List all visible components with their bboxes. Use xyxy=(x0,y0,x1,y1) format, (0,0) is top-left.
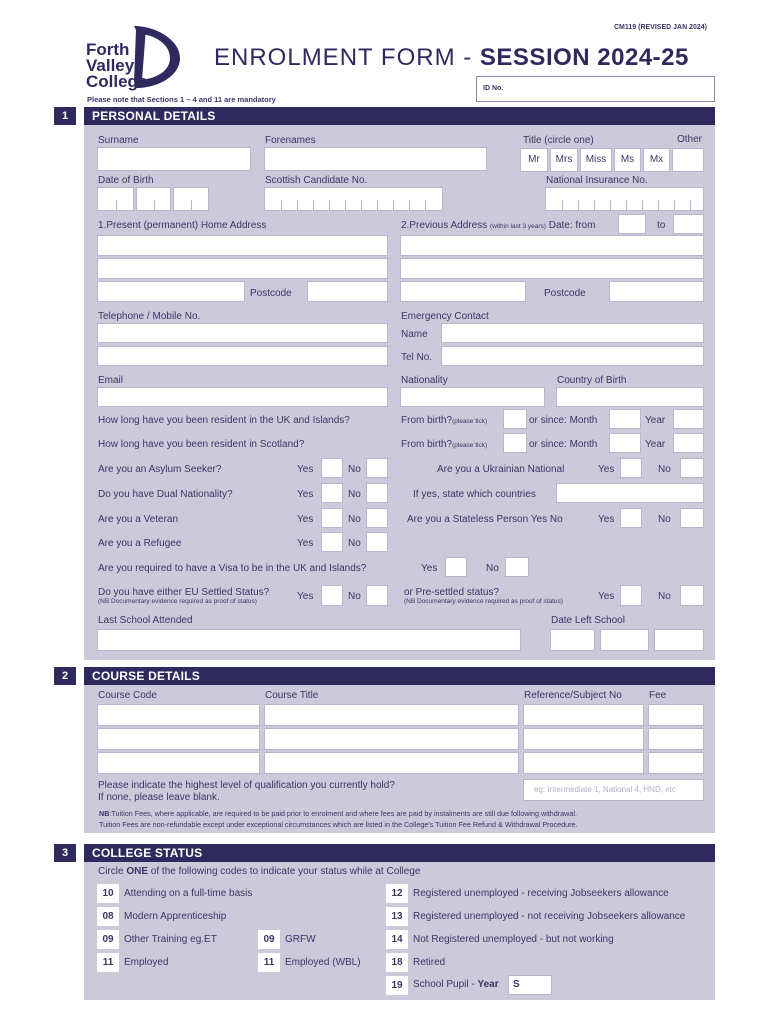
telephone-label: Telephone / Mobile No. xyxy=(98,311,201,322)
logo-line-2: Valley xyxy=(86,56,135,75)
dob-label: Date of Birth xyxy=(98,175,154,186)
title-mx-label: Mx xyxy=(649,154,664,165)
logo-line-3: College xyxy=(86,72,148,91)
home-address-label: 1.Present (permanent) Home Address xyxy=(98,220,267,231)
forenames-label: Forenames xyxy=(265,135,316,146)
forenames-field[interactable] xyxy=(264,147,487,171)
status-label-12: Registered unemployed - receiving Jobseekers allowance xyxy=(413,888,669,899)
resident-uk-birth-label xyxy=(401,415,487,426)
eu-settled-no-label: No xyxy=(348,591,361,602)
which-countries-field[interactable] xyxy=(556,483,704,503)
telephone-field-1[interactable] xyxy=(97,323,388,343)
resident-uk-month-field[interactable] xyxy=(609,409,641,429)
tuition-note-1-text: :Tuition Fees, where applicable, are required to be paid prior to enrolment and where fees are paid by instalments are still due following withdrawal. xyxy=(109,809,577,818)
fee-field-3[interactable] xyxy=(648,752,704,774)
asylum-label: Are you an Asylum Seeker? xyxy=(98,464,222,475)
resident-scot-birth-tick[interactable] xyxy=(503,433,527,453)
logo-line-1: Forth xyxy=(86,40,130,59)
dob-year-field[interactable] xyxy=(173,187,209,211)
reference-field-3[interactable] xyxy=(523,752,644,774)
status-code-19[interactable]: 19 xyxy=(386,976,408,995)
prev-address-note: (within last 3 years) xyxy=(489,223,546,230)
ukrainian-label: Are you a Ukrainian National xyxy=(437,464,565,475)
home-address-line-3[interactable] xyxy=(97,281,245,302)
resident-scot-label: How long have you been resident in Scotland? xyxy=(98,439,305,450)
visa-label: Are you required to have a Visa to be in the UK and Islands? xyxy=(98,563,367,574)
home-address-line-2[interactable] xyxy=(97,258,388,279)
resident-scot-please-tick: (please tick) xyxy=(452,442,488,449)
eu-settled-yes-box[interactable] xyxy=(321,585,343,606)
country-birth-field[interactable] xyxy=(556,387,704,407)
last-school-field[interactable] xyxy=(97,629,521,651)
emergency-label: Emergency Contact xyxy=(401,311,489,322)
course-title-field-2[interactable] xyxy=(264,728,519,750)
school-pupil-year-value: S xyxy=(513,979,520,990)
school-pupil-year-field[interactable] xyxy=(508,975,552,995)
course-title-field-1[interactable] xyxy=(264,704,519,726)
visa-yes-label: Yes xyxy=(421,563,438,574)
page-title-bold: SESSION 2024-25 xyxy=(479,44,689,71)
email-label: Email xyxy=(98,375,124,386)
resident-uk-year-field[interactable] xyxy=(673,409,704,429)
stateless-yes-label: Yes xyxy=(598,514,615,525)
dob-month-field[interactable] xyxy=(136,187,171,211)
telephone-field-2[interactable] xyxy=(97,346,388,366)
status-label-11-wbl: Employed (WBL) xyxy=(285,957,361,968)
course-code-field-3[interactable] xyxy=(97,752,260,774)
date-left-label: Date Left School xyxy=(551,615,625,626)
title-ms-label: Ms xyxy=(620,154,635,165)
nin-label: National Insurance No. xyxy=(546,175,648,186)
surname-field[interactable] xyxy=(97,147,251,171)
reference-field-2[interactable] xyxy=(523,728,644,750)
pre-settled-yes-label: Yes xyxy=(598,591,615,602)
nationality-label: Nationality xyxy=(401,375,448,386)
status-code-08[interactable]: 08 xyxy=(97,907,119,926)
email-field[interactable] xyxy=(97,387,388,407)
status-code-10[interactable]: 10 xyxy=(97,884,119,903)
status-label-19-year: Year xyxy=(477,979,499,990)
veteran-yes-label: Yes xyxy=(297,514,314,525)
nin-field[interactable] xyxy=(545,187,704,211)
section-2-title: COURSE DETAILS xyxy=(84,667,715,685)
stateless-no-box[interactable] xyxy=(680,508,704,528)
qualification-question: Please indicate the highest level of qualification you currently hold? xyxy=(98,780,395,791)
visa-no-box[interactable] xyxy=(505,557,529,577)
status-label-08: Modern Apprenticeship xyxy=(124,911,227,922)
nationality-field[interactable] xyxy=(400,387,545,407)
last-school-label: Last School Attended xyxy=(98,615,193,626)
status-label-19-text: School Pupil - xyxy=(413,979,478,990)
reference-label: Reference/Subject No xyxy=(524,690,622,701)
refugee-no-label: No xyxy=(348,538,361,549)
status-label-09-grfw: GRFW xyxy=(285,934,316,945)
section-2-number: 2 xyxy=(54,667,76,685)
ukrainian-yes-label: Yes xyxy=(598,464,615,475)
resident-uk-year-label: Year xyxy=(645,415,666,426)
veteran-no-label: No xyxy=(348,514,361,525)
status-code-12[interactable]: 12 xyxy=(386,884,408,903)
course-code-field-1[interactable] xyxy=(97,704,260,726)
emergency-tel-field[interactable] xyxy=(441,346,704,366)
title-mrs[interactable] xyxy=(550,148,578,172)
dual-no-box[interactable] xyxy=(366,483,388,503)
status-label-09-training: Other Training eg.ET xyxy=(124,934,217,945)
status-instruction xyxy=(98,866,420,877)
resident-uk-since-label: or since: Month xyxy=(529,415,598,426)
home-postcode-label: Postcode xyxy=(250,288,292,299)
scn-field[interactable] xyxy=(264,187,443,211)
tuition-note-nb: NB xyxy=(99,809,110,818)
id-number-field[interactable] xyxy=(476,76,715,102)
date-left-year[interactable] xyxy=(654,629,704,651)
course-code-label: Course Code xyxy=(98,690,157,701)
prev-address-line-2[interactable] xyxy=(400,258,704,279)
resident-uk-from-birth: From birth? xyxy=(401,415,453,426)
title-other-field[interactable] xyxy=(672,148,704,172)
qualification-placeholder: eg: Intermediate 1, National 4, HND, etc xyxy=(534,785,676,794)
stateless-label: Are you a Stateless Person Yes No xyxy=(407,514,563,525)
prev-address-line-1[interactable] xyxy=(400,235,704,256)
stateless-no-label: No xyxy=(658,514,671,525)
title-mr[interactable] xyxy=(520,148,548,172)
page-title xyxy=(214,44,689,72)
home-address-line-1[interactable] xyxy=(97,235,388,256)
pre-settled-no-label: No xyxy=(658,591,671,602)
reference-field-1[interactable] xyxy=(523,704,644,726)
title-miss-label: Miss xyxy=(585,154,607,165)
refugee-yes-box[interactable] xyxy=(321,532,343,552)
status-instruction-bold: ONE xyxy=(126,866,149,877)
pre-settled-nb: (NB Documentary evidence required as proof of status) xyxy=(404,598,563,605)
status-code-14[interactable]: 14 xyxy=(386,930,408,949)
section-1-title: PERSONAL DETAILS xyxy=(84,107,715,125)
tuition-note-1 xyxy=(99,809,577,818)
mandatory-note: Please note that Sections 1 – 4 and 11 are mandatory xyxy=(87,95,276,104)
prev-postcode-field[interactable] xyxy=(609,281,704,302)
status-code-18[interactable]: 18 xyxy=(386,953,408,972)
section-3-number: 3 xyxy=(54,844,76,862)
pre-settled-no-box[interactable] xyxy=(680,585,704,606)
status-code-11-employed[interactable]: 11 xyxy=(97,953,119,972)
resident-scot-since-label: or since: Month xyxy=(529,439,598,450)
status-instruction-pre: Circle xyxy=(98,866,127,877)
country-birth-label: Country of Birth xyxy=(557,375,627,386)
title-label: Title (circle one) xyxy=(523,135,594,146)
dual-no-label: No xyxy=(348,489,361,500)
resident-uk-label: How long have you been resident in the UK and Islands? xyxy=(98,415,350,426)
resident-scot-year-label: Year xyxy=(645,439,666,450)
ukrainian-no-label: No xyxy=(658,464,671,475)
resident-scot-year-field[interactable] xyxy=(673,433,704,453)
form-code: CM119 (REVISED JAN 2024) xyxy=(614,24,707,31)
fee-field-1[interactable] xyxy=(648,704,704,726)
visa-yes-box[interactable] xyxy=(445,557,467,577)
date-from-label: Date: from xyxy=(548,220,596,231)
course-code-field-2[interactable] xyxy=(97,728,260,750)
qualification-note: If none, please leave blank. xyxy=(98,792,220,803)
pre-settled-label: or Pre-settled status? xyxy=(404,587,500,598)
fee-label: Fee xyxy=(649,690,667,701)
emergency-tel-label: Tel No. xyxy=(401,352,433,363)
home-postcode-field[interactable] xyxy=(307,281,388,302)
stateless-yes-box[interactable] xyxy=(620,508,642,528)
status-label-18: Retired xyxy=(413,957,446,968)
title-mx[interactable] xyxy=(643,148,670,172)
status-code-09-training[interactable]: 09 xyxy=(97,930,119,949)
title-other-label: Other xyxy=(677,134,703,145)
resident-scot-month-field[interactable] xyxy=(609,433,641,453)
dob-day-field[interactable] xyxy=(97,187,134,211)
status-label-13: Registered unemployed - not receiving Jobseekers allowance xyxy=(413,911,686,922)
status-label-11-employed: Employed xyxy=(124,957,169,968)
asylum-yes-box[interactable] xyxy=(321,458,343,478)
resident-uk-birth-tick[interactable] xyxy=(503,409,527,429)
tuition-note-2: Tuition Fees are non-refundable except under exceptional circumstances which are listed in the College's Tuition Fee Refund & Withdrawal Procedure. xyxy=(99,820,578,829)
asylum-no-label: No xyxy=(348,464,361,475)
resident-scot-birth-label xyxy=(401,439,487,450)
ukrainian-yes-box[interactable] xyxy=(620,458,642,478)
veteran-no-box[interactable] xyxy=(366,508,388,528)
veteran-label: Are you a Veteran xyxy=(98,514,179,525)
prev-address-line-3[interactable] xyxy=(400,281,526,302)
qualification-field[interactable] xyxy=(523,779,704,801)
page-title-light: ENROLMENT FORM - xyxy=(214,44,480,71)
ukrainian-no-box[interactable] xyxy=(680,458,704,478)
eu-settled-no-box[interactable] xyxy=(366,585,388,606)
scn-label: Scottish Candidate No. xyxy=(265,175,368,186)
prev-address-text: 2.Previous Address xyxy=(401,220,488,231)
refugee-no-box[interactable] xyxy=(366,532,388,552)
which-countries-label: If yes, state which countries xyxy=(413,489,536,500)
eu-settled-yes-label: Yes xyxy=(297,591,314,602)
course-title-field-3[interactable] xyxy=(264,752,519,774)
status-label-14: Not Registered unemployed - but not working xyxy=(413,934,614,945)
status-instruction-post: of the following codes to indicate your status while at College xyxy=(148,866,421,877)
dual-label: Do you have Dual Nationality? xyxy=(98,489,233,500)
prev-postcode-label: Postcode xyxy=(544,288,586,299)
emergency-name-field[interactable] xyxy=(441,323,704,343)
emergency-name-label: Name xyxy=(401,329,428,340)
resident-uk-please-tick: (please tick) xyxy=(452,418,488,425)
prev-date-from-field[interactable] xyxy=(618,214,646,234)
title-ms[interactable] xyxy=(614,148,641,172)
section-3-title: COLLEGE STATUS xyxy=(84,844,715,862)
title-mrs-label: Mrs xyxy=(555,154,573,165)
date-left-month[interactable] xyxy=(600,629,649,651)
refugee-label: Are you a Refugee xyxy=(98,538,182,549)
course-title-label: Course Title xyxy=(265,690,319,701)
surname-label: Surname xyxy=(98,135,139,146)
pre-settled-yes-box[interactable] xyxy=(620,585,642,606)
title-mr-label: Mr xyxy=(528,154,540,165)
fee-field-2[interactable] xyxy=(648,728,704,750)
status-code-11-wbl[interactable]: 11 xyxy=(258,953,280,972)
prev-address-label xyxy=(401,220,595,231)
status-code-09-grfw[interactable]: 09 xyxy=(258,930,280,949)
date-left-day[interactable] xyxy=(550,629,595,651)
college-logo xyxy=(84,22,194,92)
dual-yes-label: Yes xyxy=(297,489,314,500)
resident-scot-from-birth: From birth? xyxy=(401,439,453,450)
asylum-yes-label: Yes xyxy=(297,464,314,475)
prev-date-to-field[interactable] xyxy=(673,214,704,234)
title-miss[interactable] xyxy=(580,148,612,172)
status-label-10: Attending on a full-time basis xyxy=(124,888,253,899)
status-code-13[interactable]: 13 xyxy=(386,907,408,926)
eu-settled-label: Do you have either EU Settled Status? xyxy=(98,587,270,598)
id-number-label: ID No. xyxy=(483,85,504,92)
status-label-19 xyxy=(413,979,499,990)
asylum-no-box[interactable] xyxy=(366,458,388,478)
section-1-number: 1 xyxy=(54,107,76,125)
visa-no-label: No xyxy=(486,563,499,574)
refugee-yes-label: Yes xyxy=(297,538,314,549)
eu-settled-nb: (NB Documentary evidence required as proof of status) xyxy=(98,598,257,605)
dual-yes-box[interactable] xyxy=(321,483,343,503)
date-to-label: to xyxy=(657,220,666,231)
veteran-yes-box[interactable] xyxy=(321,508,343,528)
